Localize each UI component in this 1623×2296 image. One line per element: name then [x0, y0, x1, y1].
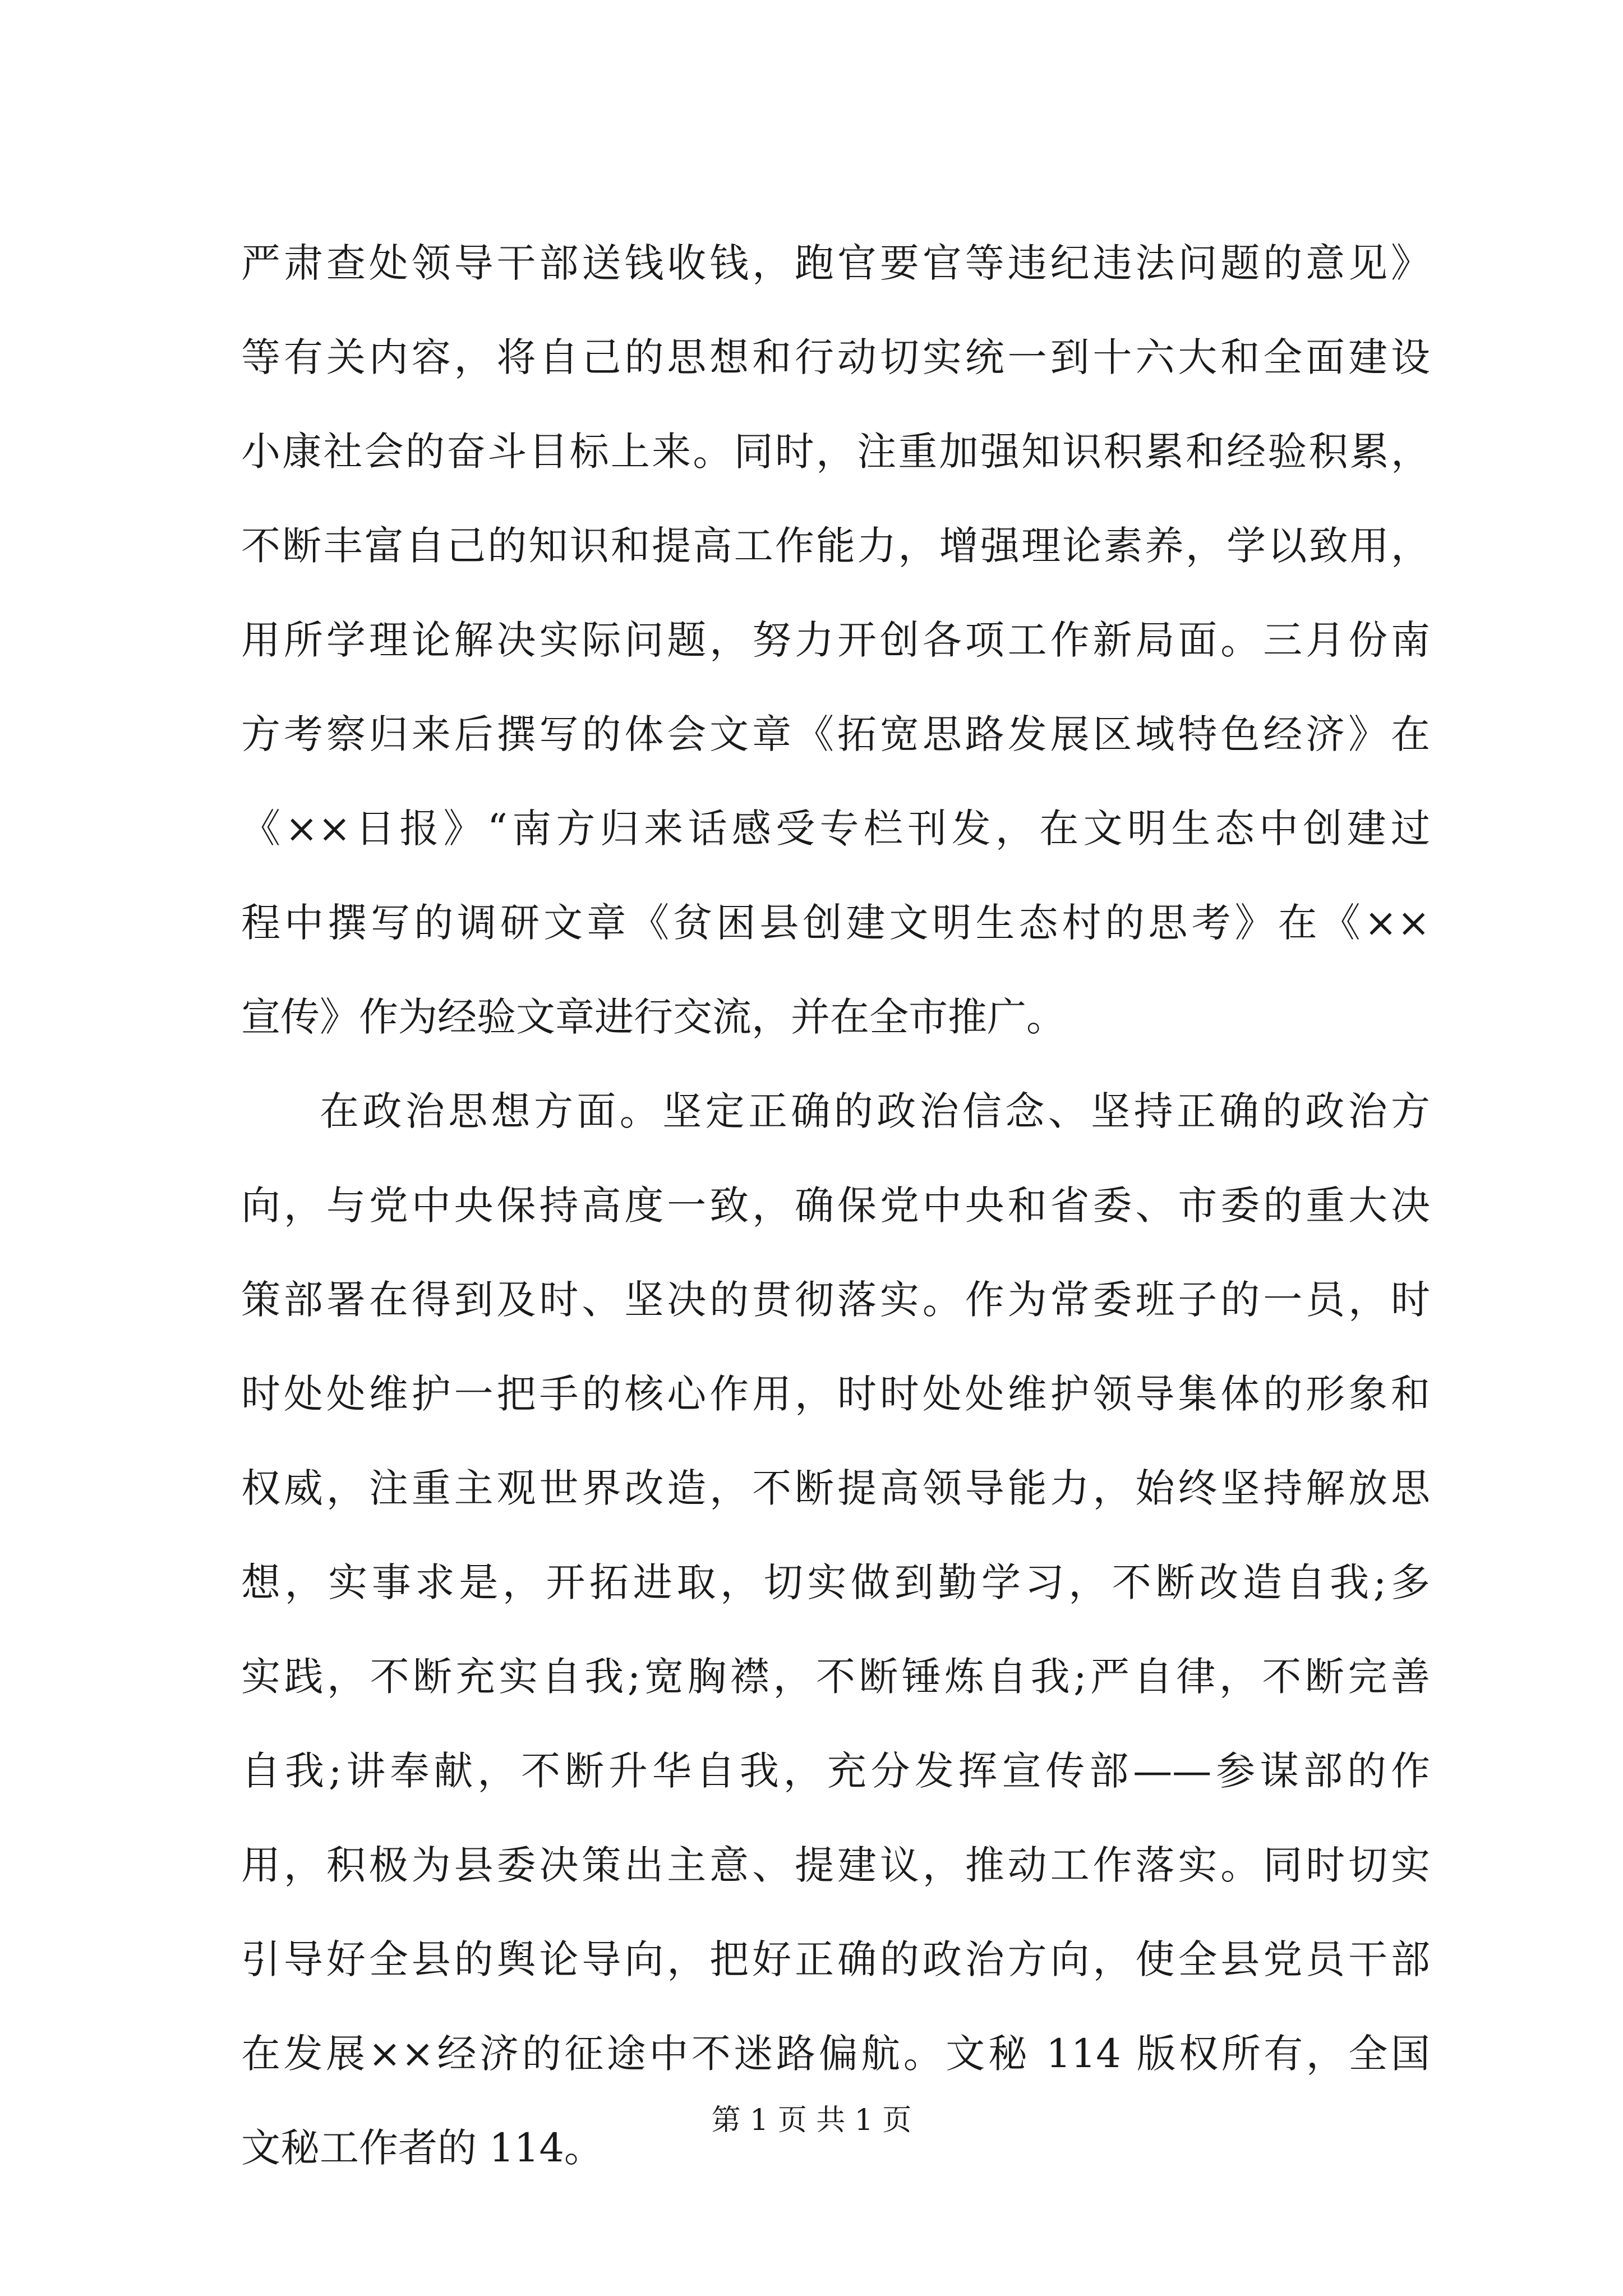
- text-line: 不断丰富自己的知识和提高工作能力，增强理论素养，学以致用，: [241, 523, 1430, 569]
- text-line: 等有关内容，将自己的思想和行动切实统一到十六大和全面建设: [241, 334, 1430, 380]
- text-line: 小康社会的奋斗目标上来。同时，注重加强知识积累和经验积累，: [241, 429, 1430, 475]
- text-line: 引导好全县的舆论导向，把好正确的政治方向，使全县党员干部: [241, 1936, 1430, 1982]
- page-footer: 第 1 页 共 1 页: [711, 2104, 912, 2137]
- text-line: 向，与党中央保持高度一致，确保党中央和省委、市委的重大决: [241, 1182, 1430, 1228]
- paragraph-first-line: 在政治思想方面。坚定正确的政治信念、坚持正确的政治方: [320, 1088, 1430, 1134]
- text-line: 在发展××经济的征途中不迷路偏航。文秘 114 版权所有，全国: [241, 2031, 1430, 2077]
- text-line: 自我;讲奉献，不断升华自我，充分发挥宣传部——参谋部的作: [241, 1748, 1430, 1794]
- text-line: 用，积极为县委决策出主意、提建议，推动工作落实。同时切实: [241, 1842, 1430, 1888]
- text-line: 权威，注重主观世界改造，不断提高领导能力，始终坚持解放思: [241, 1465, 1430, 1511]
- text-line: 方考察归来后撰写的体会文章《拓宽思路发展区域特色经济》在: [241, 711, 1430, 757]
- text-line: 文秘工作者的 114。: [241, 2125, 603, 2171]
- body-text: [241, 216, 1430, 2195]
- text-line: 时处处维护一把手的核心作用，时时处处维护领导集体的形象和: [241, 1371, 1430, 1417]
- text-line: 想，实事求是，开拓进取，切实做到勤学习，不断改造自我;多: [241, 1559, 1430, 1605]
- text-line: 宣传》作为经验文章进行交流，并在全市推广。: [241, 994, 1066, 1040]
- text-line: 用所学理论解决实际问题，努力开创各项工作新局面。三月份南: [241, 617, 1430, 663]
- text-line: 《××日报》“南方归来话感受专栏刊发，在文明生态中创建过: [241, 806, 1430, 852]
- text-line: 策部署在得到及时、坚决的贯彻落实。作为常委班子的一员，时: [241, 1277, 1430, 1323]
- text-line: 程中撰写的调研文章《贫困县创建文明生态村的思考》在《××: [241, 900, 1430, 946]
- text-line: 严肃查处领导干部送钱收钱，跑官要官等违纪违法问题的意见》: [241, 240, 1430, 286]
- text-line: 实践，不断充实自我;宽胸襟，不断锤炼自我;严自律，不断完善: [241, 1654, 1430, 1700]
